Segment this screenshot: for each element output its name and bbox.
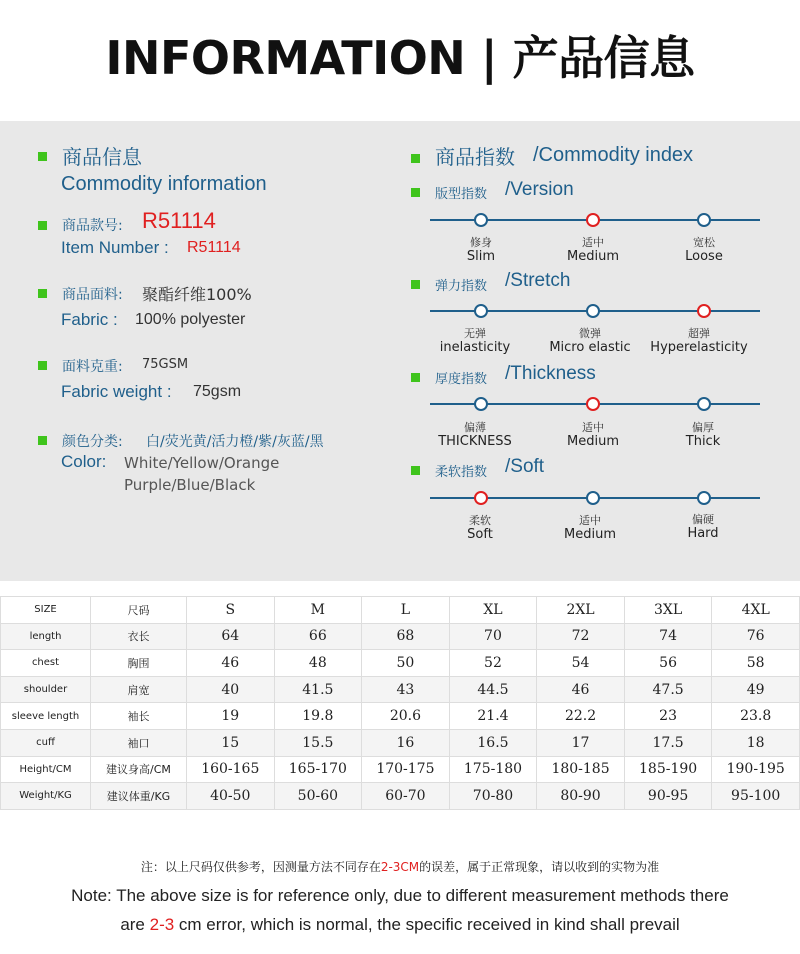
table-cell: 70-80	[449, 783, 537, 810]
thickness-slider	[430, 403, 760, 405]
table-cell: 16	[362, 729, 450, 756]
version-option-loose: 宽松 Loose	[685, 236, 723, 264]
table-cell: 52	[449, 650, 537, 677]
table-cell: 19	[187, 703, 275, 730]
table-cell: 76	[712, 623, 800, 650]
table-cell: 衣长	[91, 623, 187, 650]
table-cell: 23.8	[712, 703, 800, 730]
table-cell: 肩宽	[91, 676, 187, 703]
table-cell: 68	[362, 623, 450, 650]
stretch-heading-zh: 弹力指数	[435, 279, 488, 294]
table-cell: 49	[712, 676, 800, 703]
table-cell: 44.5	[449, 676, 537, 703]
table-cell: 64	[187, 623, 275, 650]
stretch-heading-en: /Stretch	[505, 270, 571, 291]
table-cell: 56	[624, 650, 712, 677]
table-cell: 160-165	[187, 756, 275, 783]
commodity-index-heading-en: /Commodity index	[533, 144, 694, 166]
color-label-en: Color:	[61, 452, 107, 471]
commodity-index-heading-zh: 商品指数	[435, 145, 515, 169]
version-heading-en: /Version	[505, 179, 574, 200]
bullet-icon	[38, 436, 47, 445]
soft-heading-zh: 柔软指数	[435, 465, 488, 480]
page-title: INFORMATION | 产品信息	[105, 31, 695, 85]
table-cell: 胸围	[91, 650, 187, 677]
table-row	[1, 623, 800, 650]
table-cell: 170-175	[362, 756, 450, 783]
stretch-option-micro: 微弹 Micro elastic	[549, 327, 631, 355]
fabric-label-zh: 商品面料:	[62, 287, 123, 303]
item-number-label-zh: 商品款号:	[62, 218, 123, 234]
fabric-label-en: Fabric :	[61, 310, 118, 329]
stretch-option-hyper: 超弹 Hyperelasticity	[650, 327, 748, 355]
size-note-en-line1: Note: The above size is for reference only, due to different measurement methods there	[71, 886, 729, 905]
table-cell: shoulder	[1, 676, 91, 703]
table-cell: 50	[362, 650, 450, 677]
color-value-zh: 白/荧光黄/活力橙/紫/灰蓝/黑	[146, 434, 324, 450]
commodity-info-heading-en: Commodity information	[61, 173, 267, 195]
table-cell: Height/CM	[1, 756, 91, 783]
stretch-inelastic-marker	[474, 304, 488, 318]
version-loose-marker	[697, 213, 711, 227]
table-cell: 46	[537, 676, 625, 703]
table-header-cell: 2XL	[537, 597, 625, 624]
table-header-cell: S	[187, 597, 275, 624]
soft-option-hard: 偏硬 Hard	[687, 513, 719, 541]
table-row	[1, 650, 800, 677]
table-header-cell: XL	[449, 597, 537, 624]
size-note-en-line2: are 2-3 cm error, which is normal, the specific received in kind shall prevail	[120, 915, 680, 934]
thickness-option-medium: 适中 Medium	[567, 421, 619, 449]
table-cell: 185-190	[624, 756, 712, 783]
table-header-cell: 4XL	[712, 597, 800, 624]
color-value-en-line2: Purple/Blue/Black	[124, 476, 256, 494]
thickness-option-thin: 偏薄 THICKNESS	[438, 421, 512, 449]
table-header-cell: SIZE	[1, 597, 91, 624]
stretch-micro-marker	[586, 304, 600, 318]
table-cell: Weight/KG	[1, 783, 91, 810]
version-medium-marker	[586, 213, 600, 227]
table-cell: 40-50	[187, 783, 275, 810]
fabric-value-en: 100% polyester	[135, 311, 246, 328]
table-cell: 47.5	[624, 676, 712, 703]
bullet-icon	[411, 188, 420, 197]
table-cell: 20.6	[362, 703, 450, 730]
version-option-medium: 适中 Medium	[567, 236, 619, 264]
stretch-hyper-marker	[697, 304, 711, 318]
thickness-medium-marker	[586, 397, 600, 411]
table-cell: 16.5	[449, 729, 537, 756]
table-cell: 15	[187, 729, 275, 756]
table-cell: 95-100	[712, 783, 800, 810]
bullet-icon	[38, 289, 47, 298]
table-header-row	[1, 597, 800, 624]
table-cell: 23	[624, 703, 712, 730]
table-cell: 43	[362, 676, 450, 703]
thickness-heading-zh: 厚度指数	[435, 372, 488, 387]
soft-medium-marker	[586, 491, 600, 505]
fabric-weight-label-zh: 面料克重:	[62, 359, 123, 375]
table-cell: 90-95	[624, 783, 712, 810]
bullet-icon	[411, 154, 420, 163]
table-cell: 190-195	[712, 756, 800, 783]
table-header-cell: 3XL	[624, 597, 712, 624]
thickness-heading-en: /Thickness	[505, 363, 596, 384]
bullet-icon	[38, 361, 47, 370]
bullet-icon	[411, 280, 420, 289]
table-cell: chest	[1, 650, 91, 677]
thickness-option-thick: 偏厚 Thick	[685, 421, 721, 449]
table-cell: 15.5	[274, 729, 362, 756]
table-row	[1, 783, 800, 810]
color-label-zh: 颜色分类:	[62, 434, 123, 450]
table-cell: 17.5	[624, 729, 712, 756]
table-row	[1, 756, 800, 783]
table-cell: 80-90	[537, 783, 625, 810]
version-option-slim: 修身 Slim	[466, 236, 496, 264]
table-cell: 46	[187, 650, 275, 677]
soft-soft-marker	[474, 491, 488, 505]
table-cell: 袖口	[91, 729, 187, 756]
color-value-en-line1: White/Yellow/Orange	[124, 454, 280, 472]
table-cell: sleeve length	[1, 703, 91, 730]
table-cell: 48	[274, 650, 362, 677]
version-slider	[430, 219, 760, 221]
bullet-icon	[411, 466, 420, 475]
bullet-icon	[411, 373, 420, 382]
table-cell: 175-180	[449, 756, 537, 783]
soft-hard-marker	[697, 491, 711, 505]
soft-option-soft: 柔软 Soft	[467, 514, 493, 542]
table-cell: 54	[537, 650, 625, 677]
fabric-weight-value-zh: 75GSM	[142, 357, 189, 372]
table-row	[1, 729, 800, 756]
table-row	[1, 703, 800, 730]
commodity-info-heading-zh: 商品信息	[62, 145, 142, 169]
version-heading-zh: 版型指数	[435, 187, 488, 202]
fabric-weight-value-en: 75gsm	[193, 383, 242, 400]
size-note-zh: 注：以上尺码仅供参考，因测量方法不同存在2-3CM的误差，属于正常现象，请以收到的实物为准	[140, 860, 660, 874]
table-cell: 19.8	[274, 703, 362, 730]
bullet-icon	[38, 221, 47, 230]
thickness-thin-marker	[474, 397, 488, 411]
table-cell: 40	[187, 676, 275, 703]
table-cell: 58	[712, 650, 800, 677]
table-cell: 72	[537, 623, 625, 650]
item-number-value-en: R51114	[187, 239, 241, 256]
table-cell: 袖长	[91, 703, 187, 730]
stretch-option-inelastic: 无弹 inelasticity	[439, 327, 511, 355]
table-cell: 165-170	[274, 756, 362, 783]
table-cell: 50-60	[274, 783, 362, 810]
table-cell: 70	[449, 623, 537, 650]
stretch-slider	[430, 310, 760, 312]
table-cell: 18	[712, 729, 800, 756]
table-header-cell: 尺码	[91, 597, 187, 624]
item-number-label-en: Item Number :	[61, 238, 169, 257]
table-cell: cuff	[1, 729, 91, 756]
fabric-weight-label-en: Fabric weight :	[61, 382, 172, 401]
fabric-value-zh: 聚酯纤维100%	[142, 285, 252, 304]
soft-slider	[430, 497, 760, 499]
table-cell: 21.4	[449, 703, 537, 730]
table-cell: 74	[624, 623, 712, 650]
thickness-thick-marker	[697, 397, 711, 411]
item-number-value-zh: R51114	[142, 208, 216, 233]
table-cell: 17	[537, 729, 625, 756]
soft-heading-en: /Soft	[505, 456, 545, 477]
table-cell: 41.5	[274, 676, 362, 703]
table-cell: 22.2	[537, 703, 625, 730]
table-header-cell: M	[274, 597, 362, 624]
table-cell: 建议身高/CM	[91, 756, 187, 783]
version-slim-marker	[474, 213, 488, 227]
soft-option-medium: 适中 Medium	[564, 514, 616, 542]
table-row	[1, 676, 800, 703]
bullet-icon	[38, 152, 47, 161]
table-header-cell: L	[362, 597, 450, 624]
table-cell: 60-70	[362, 783, 450, 810]
table-cell: 180-185	[537, 756, 625, 783]
table-cell: 建议体重/KG	[91, 783, 187, 810]
size-table	[0, 596, 800, 810]
table-cell: 66	[274, 623, 362, 650]
table-cell: length	[1, 623, 91, 650]
